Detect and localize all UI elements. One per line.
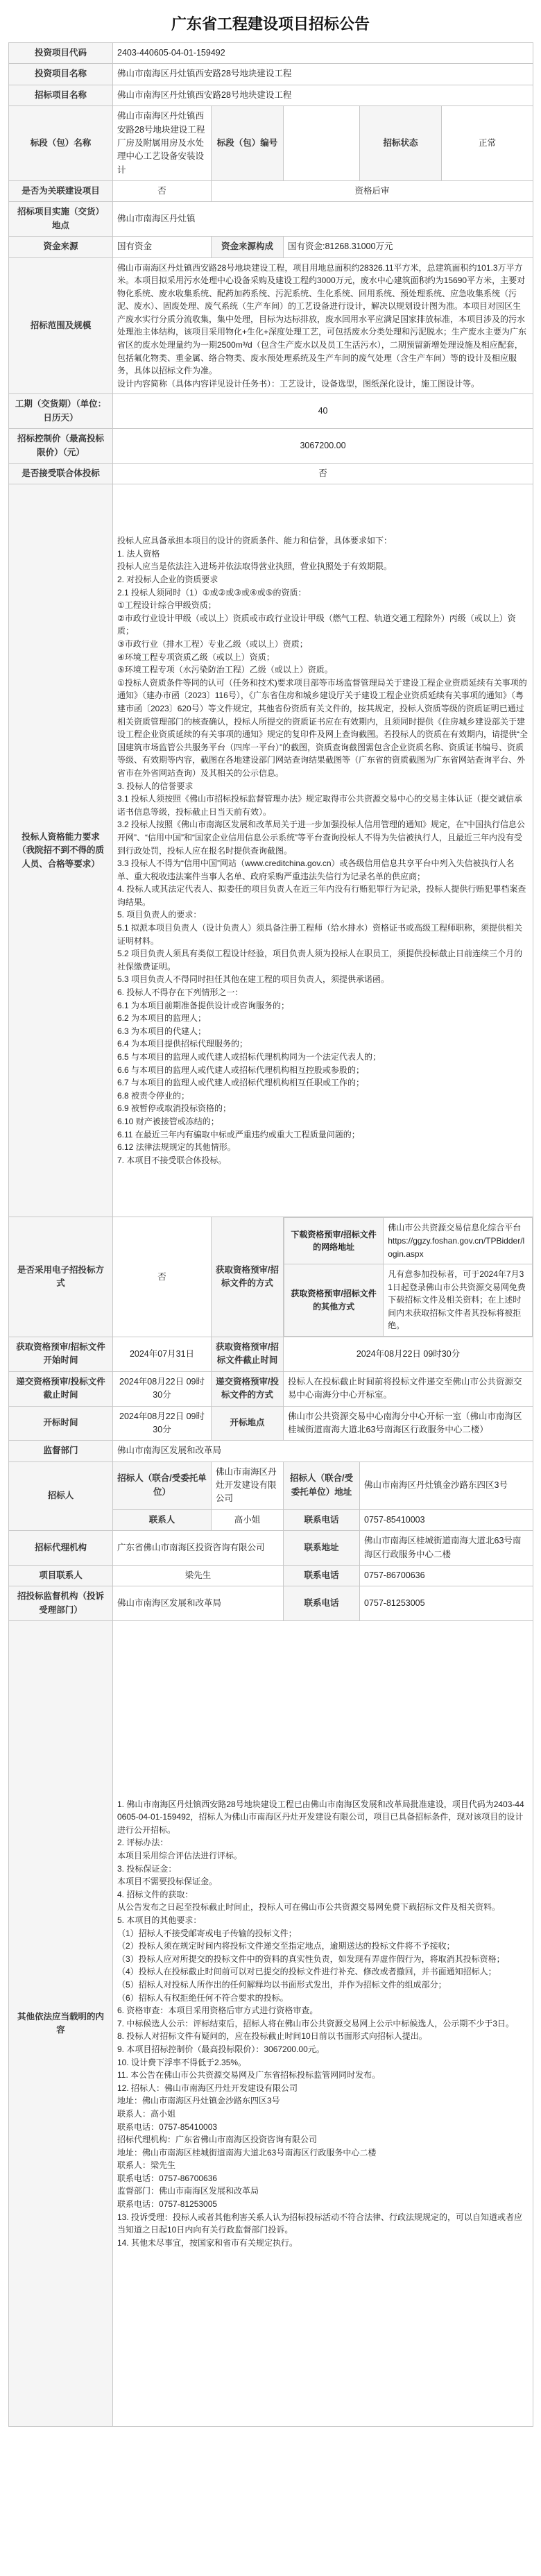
funding-label: 资金来源 — [9, 237, 113, 257]
project-name-label: 投资项目名称 — [9, 64, 113, 85]
notice-table — [8, 42, 533, 2427]
row-max-price — [9, 429, 533, 464]
consortium-value: 否 — [113, 463, 533, 484]
open-place-label: 开标地点 — [212, 1406, 284, 1441]
download-url-value[interactable]: 佛山市公共资源交易信息化综合平台 https://ggzy.foshan.gov.cn/TPBidder/login.aspx — [384, 1218, 533, 1264]
apply-start-label: 获取资格预审/招标文件开始时间 — [9, 1337, 113, 1372]
bid-project-name-label: 招标项目名称 — [9, 85, 113, 105]
deadline-label: 递交资格预审/投标文件截止时间 — [9, 1371, 113, 1406]
duration-value: 40 — [113, 394, 533, 429]
download-url-label: 下载资格预审/招标文件的网络地址 — [284, 1218, 384, 1264]
agency-phone-value: 0757-86700636 — [360, 1565, 533, 1586]
row-open-time — [9, 1406, 533, 1441]
related-label: 是否为关联建设项目 — [9, 181, 113, 202]
bid-project-name-value: 佛山市南海区丹灶镇西安路28号地块建设工程 — [113, 85, 533, 105]
tenderee-addr-value: 佛山市南海区丹灶镇金沙路东四区3号 — [360, 1461, 533, 1509]
row-location — [9, 202, 533, 237]
admin-label: 招投标监督机构（投诉受理部门） — [9, 1586, 113, 1621]
consortium-label: 是否接受联合体投标 — [9, 463, 113, 484]
scope-label: 招标范围及规模 — [9, 257, 113, 394]
agency-contact-value: 梁先生 — [113, 1565, 284, 1586]
review-method-value: 资格后审 — [212, 181, 533, 202]
scope-extra-text: 设计内容简称（具体内容详见设计任务书）：工艺设计，设备选型，图纸深化设计，施工图设计等。 — [117, 378, 480, 389]
other-value: 1. 佛山市南海区丹灶镇西安路28号地块建设工程已由佛山市南海区发展和改革局批准建设，项目代码为2403-440605-04-01-159492，招标人为佛山市南海区丹灶开发建设有限公司，项目已具备招标条件，现对该项目的设计进行公开招标。 2. 评标办法： 本项目采用综合评估法进行评标。 3. 投标保证金： 本项目不需要投标保证金。 4. 招标文件的获取： 从公告发布之日起至投标截止时间止，投标人可在佛山市公共资源交易网免费下载招标文件及相关资料。 5. 本项目的其他要求： （1）招标人不接受邮寄或电子传输的投标文件； （2）投标人须在规定时间内将投标文件递交至指定地点，逾期送达的投标文件将不予接收； （3）投标人应对所提交的投标文件中的资料的真实性负责，如发现有弄虚作假行为，将取消其投标资格； （4）投标人在投标截止时间前可以对已提交的投标文件进行补充、修改或者撤回，并书面通知招标人； （5）招标人对投标人所作出的任何解释均以书面形式发出，并作为招标文件的组成部分； （6）招标人有权拒绝任何不符合要求的投标。 6. 资格审查：本项目采用资格后审方式进行资格审查。 7. 中标候选人公示：评标结束后，招标人将在佛山市公共资源交易网上公示中标候选人，公示期不少于3日。 8. 投标人对招标文件有疑问的，应在投标截止时间10日前以书面形式向招标人提出。 9. 本项目招标控制价（最高投标限价）：3067200.00元。 10. 设计费下浮率不得低于2.35%。 11. 本公告在佛山市公共资源交易网及广东省招标投标监管网同时发布。 12. 招标人：佛山市南海区丹灶开发建设有限公司 地址：佛山市南海区丹灶镇金沙路东四区3号 联系人：高小姐 联系电话：0757-85410003 招标代理机构：广东省佛山市南海区投资咨询有限公司 地址：佛山市南海区桂城街道南海大道北63号南海区行政服务中心二楼 联系人：梁先生 联系电话：0757-86700636 监督部门：佛山市南海区发展和改革局 联系电话：0757-81253005 13. 投诉受理：投标人或者其他利害关系人认为招标投标活动不符合法律、行政法规规定的，可以自知道或者应当知道之日起10日内向有关行政监督部门投诉。 14. 其他未尽事宜，按国家和省市有关规定执行。 — [113, 1621, 533, 2427]
max-price-value: 3067200.00 — [113, 429, 533, 464]
row-related — [9, 181, 533, 202]
supervisor-value: 佛山市南海区发展和改革局 — [113, 1441, 533, 1461]
electronic-bid-value: 否 — [113, 1217, 212, 1337]
related-value: 否 — [113, 181, 212, 202]
other-label: 其他依法应当载明的内容 — [9, 1621, 113, 2427]
project-name-value: 佛山市南海区丹灶镇西安路28号地块建设工程 — [113, 64, 533, 85]
row-scope — [9, 257, 533, 394]
row-project-name — [9, 64, 533, 85]
deadline-value: 2024年08月22日 09时30分 — [113, 1371, 212, 1406]
agency-phone-label: 联系电话 — [284, 1565, 360, 1586]
agency-addr-label: 联系地址 — [284, 1531, 360, 1566]
page-title: 广东省工程建设项目招标公告 — [171, 15, 370, 33]
agency-contact-label: 项目联系人 — [9, 1565, 113, 1586]
apply-end-value: 2024年08月22日 09时30分 — [284, 1337, 533, 1372]
section-code-label: 标段（包）编号 — [212, 106, 284, 181]
duration-label: 工期（交货期）（单位：日历天） — [9, 394, 113, 429]
agency-name-value: 广东省佛山市南海区投资咨询有限公司 — [113, 1531, 284, 1566]
row-supervisor — [9, 1441, 533, 1461]
supervisor-label: 监督部门 — [9, 1441, 113, 1461]
electronic-bid-label: 是否采用电子招投标方式 — [9, 1217, 113, 1337]
row-funding — [9, 237, 533, 257]
agency-label: 招标代理机构 — [9, 1531, 113, 1566]
tenderee-phone-label: 联系电话 — [284, 1509, 360, 1530]
project-code-value: 2403-440605-04-01-159492 — [113, 43, 533, 64]
row-apply-method — [9, 1217, 533, 1337]
other-method-value: 凡有意参加投标者，可于2024年7月31日起登录佛山市公共资源交易网免费下载招标文件及相关资料；在上述时间内未获取招标文件者其投标将被拒绝。 — [384, 1264, 533, 1337]
submit-method-value: 投标人在投标截止时间前将投标文件递交至佛山市公共资源交易中心南海分中心开标室。 — [284, 1371, 533, 1406]
obtain-method-cell — [284, 1217, 533, 1337]
submit-method-label: 递交资格预审/投标文件的方式 — [212, 1371, 284, 1406]
section-name-value: 佛山市南海区丹灶镇西安路28号地块建设工程厂房及附属用房及水处理中心工艺设备安装设计 — [113, 106, 212, 181]
tenderee-contact-label: 联系人 — [113, 1509, 212, 1530]
admin-value: 佛山市南海区发展和改革局 — [113, 1586, 284, 1621]
funding-value: 国有资金 — [113, 237, 212, 257]
tenderee-phone-value: 0757-85410003 — [360, 1509, 533, 1530]
row-other — [9, 1621, 533, 2427]
open-place-value: 佛山市公共资源交易中心南海分中心开标一室（佛山市南海区桂城街道南海大道北63号南海区行政服务中心二楼） — [284, 1406, 533, 1441]
scope-text: 佛山市南海区丹灶镇西安路28号地块建设工程，项目用地总面积约28326.11平方米，总建筑面积约101.3万平方米。本项目拟采用污水处理中心设备采购及建设工程约3000万元，废水中心建筑面积约为15690平方米，主要对物化系统、废水收集系统、配药加药系统、污泥系统、生化系统、回用系统、预处理系统、应急收集系统（污泥、废水）、固废处理、废气系统（生产车间）的工艺设备进行设计，解决以规划设计图为准。本项目对园区生产废水实行分质分流收集，集中处理，目标为达标排放，废水回用水平应满足国家排放标准，本项目涉及的污水处理池主体结构，该项目采用物化+生化+深度处理工艺，可包括废水分类处理和污泥脱水；生产废水主要为广东省区的废水处理量约为一期2500m³/d（包含生产废水以及员工生活污水），二期预留新增处理设施及相应配套，包括氟化物类、重金属、络合物类、废水预处理系统及生产车间的废气处理（含生产车间）等的设计及相应服务，具体以招标文件为准。 — [117, 262, 527, 376]
open-time-value: 2024年08月22日 09时30分 — [113, 1406, 212, 1441]
funding-ratio-value: 国有资金:81268.31000万元 — [284, 237, 533, 257]
row-tenderee-name — [9, 1461, 533, 1509]
tenderee-label: 招标人 — [9, 1461, 113, 1531]
row-agency — [9, 1531, 533, 1566]
row-bid-project-name — [9, 85, 533, 105]
obtain-method-table — [284, 1217, 533, 1337]
apply-end-label: 获取资格预审/招标文件截止时间 — [212, 1337, 284, 1372]
row-project-code — [9, 43, 533, 64]
admin-phone-value: 0757-81253005 — [360, 1586, 533, 1621]
tenderee-name-value: 佛山市南海区丹灶开发建设有限公司 — [212, 1461, 284, 1509]
funding-ratio-label: 资金来源构成 — [212, 237, 284, 257]
row-deadline — [9, 1371, 533, 1406]
row-section — [9, 106, 533, 181]
tenderee-contact-value: 高小姐 — [212, 1509, 284, 1530]
qualification-value: 投标人应具备承担本项目的设计的资质条件、能力和信誉，具体要求如下： 1. 法人资格 投标人应当是依法注入进场并依法取得营业执照，营业执照处于有效期限。 2. 对投标人企业的资质要求 2.1 投标人须同时（1）①或②或③或④或⑤的资质： ①工程设计综合甲级资质； ②市政行业设计甲级（或以上）资质或市政行业设计甲级（燃气工程、轨道交通工程除外）丙级（或以上）资质； ③市政行业（排水工程）专业乙级（或以上）资质； ④环境工程专项资质乙级（或以上）资质； ⑤环境工程专项（水污染防治工程）乙级（或以上）资质。 ①投标人资质条件等同的认可（任务和技术)要求项目部等市场监督管理局关于建设工程企业资质延续有关事项的通知》（建办市函〔2023〕116号），《广东省住房和城乡建设厅关于建设工程企业资质延续有关事项的通知》（粤建市函〔2023〕620号）等文件规定，其他省份资质有关文件的，按其规定，投标人资质等级的资质证明已通过相关资质管理部门的核查确认，投标人所提交的资质证书应在有效期内，且须同时提供《住房城乡建设部关于建设工程企业资质延续的有关事项的通知》规定的复印件及网上查询截图。若投标人的资质在有效期内，请提供“全国建筑市场监管公共服务平台（四库一平台）”的截图，资质查询截图需包含企业资质名称、资质证书编号、资质等级、有效期等内容，截图在各地建设部门网站查询结果截图等（广东省的资质截图为广东省网站查询平台、外省市在外省网站查询）及其相关的公示信息。 3. 投标人的信誉要求 3.1 投标人须按照《佛山市招标投标监督管理办法》规定取得市公共资源交易中心的交易主体认证（提交诚信承诺书信息等级，投标截止日当天前有效）。 3.2 投标人按照《佛山市南海区发展和改革局关于进一步加强投标人信用管理的通知》规定，在“中国执行信息公开网”、“信用中国”和“国家企业信用信息公示系统”等平台查询投标人不得为失信被执行人，且最近三年内没有受到行政处罚，投标人应在报名时提供查询截图。 3.3 投标人不得为“信用中国”网站（www.creditchina.gov.cn）或各级信用信息共享平台中列入失信被执行人名单、重大税收违法案件当事人名单、政府采购严重违法失信行为记录名单的供应商； 4. 投标人或其法定代表人、拟委任的项目负责人在近三年内没有行贿犯罪行为记录，投标人提供行贿犯罪档案查询结果。 5. 项目负责人的要求： 5.1 拟派本项目负责人（设计负责人）须具备注册工程师（给水排水）资格证书或高级工程师职称，须提供相关证明材料。 5.2 项目负责人须具有类似工程设计经验，项目负责人须为投标人在职员工，须提供投标截止日前连续三个月的社保缴费证明。 5.3 项目负责人不得同时担任其他在建工程的项目负责人，须提供承诺函。 6. 投标人不得存在下列情形之一： 6.1 为本项目前期准备提供设计或咨询服务的； 6.2 为本项目的监理人； 6.3 为本项目的代建人； 6.4 为本项目提供招标代理服务的； 6.5 与本项目的监理人或代建人或招标代理机构同为一个法定代表人的； 6.6 与本项目的监理人或代建人或招标代理机构相互控股或参股的； 6.7 与本项目的监理人或代建人或招标代理机构相互任职或工作的； 6.8 被责令停业的； 6.9 被暂停或取消投标资格的； 6.10 财产被接管或冻结的； 6.11 在最近三年内有骗取中标或严重违约或重大工程质量问题的； 6.12 法律法规规定的其他情形。 7. 本项目不接受联合体投标。 — [113, 484, 533, 1217]
location-label: 招标项目实施（交货）地点 — [9, 202, 113, 237]
section-name-label: 标段（包）名称 — [9, 106, 113, 181]
obtain-method-label: 获取资格预审/招标文件的方式 — [212, 1217, 284, 1337]
row-apply-time — [9, 1337, 533, 1372]
row-agency-contact — [9, 1565, 533, 1586]
agency-addr-value: 佛山市南海区桂城街道南海大道北63号南海区行政服务中心二楼 — [360, 1531, 533, 1566]
download-row — [284, 1218, 533, 1264]
other-method-label: 获取资格预审/招标文件的其他方式 — [284, 1264, 384, 1337]
row-admin — [9, 1586, 533, 1621]
tenderee-name-label: 招标人（联合/受委托单位） — [113, 1461, 212, 1509]
section-code-value — [284, 106, 360, 181]
bid-status-label: 招标状态 — [360, 106, 442, 181]
max-price-label: 招标控制价（最高投标限价）（元） — [9, 429, 113, 464]
other-method-row — [284, 1264, 533, 1337]
qualification-label: 投标人资格能力要求（我院招不到不得的质人员、合格等要求） — [9, 484, 113, 1217]
open-time-label: 开标时间 — [9, 1406, 113, 1441]
project-code-label: 投资项目代码 — [9, 43, 113, 64]
row-duration — [9, 394, 533, 429]
admin-phone-label: 联系电话 — [284, 1586, 360, 1621]
apply-start-value: 2024年07月31日 — [113, 1337, 212, 1372]
bid-status-value: 正常 — [442, 106, 533, 181]
row-qualification — [9, 484, 533, 1217]
row-consortium — [9, 463, 533, 484]
scope-value — [113, 257, 533, 394]
location-value: 佛山市南海区丹灶镇 — [113, 202, 533, 237]
tenderee-addr-label: 招标人（联合/受委托单位）地址 — [284, 1461, 360, 1509]
